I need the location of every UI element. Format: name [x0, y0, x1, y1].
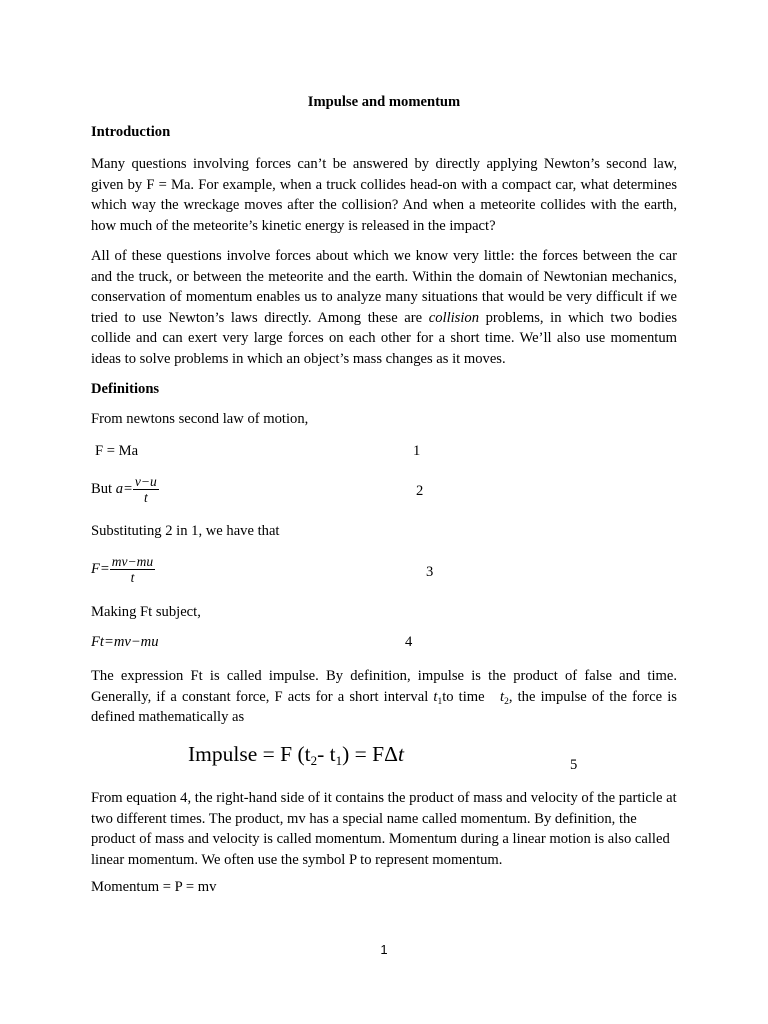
substituting-line: Substituting 2 in 1, we have that	[91, 523, 280, 539]
equation-1-number: 1	[413, 443, 421, 459]
page-number: 1	[380, 942, 388, 957]
equation-2	[91, 474, 159, 505]
t2-subscript: 2	[504, 696, 509, 707]
equation-3-fraction	[110, 554, 155, 585]
document-title: Impulse and momentum	[307, 94, 461, 110]
equation-2-numerator: v−u	[134, 474, 157, 489]
impulse-equation-part-c: ) = F	[342, 742, 385, 766]
equation-4: Ft=mv−mu	[91, 634, 159, 650]
newton-second-law-line: From newtons second law of motion,	[91, 411, 309, 427]
impulse-paragraph-part-b: to time	[442, 688, 490, 705]
delta-symbol: Δ	[384, 742, 398, 766]
impulse-equation-part-b: - t	[317, 742, 336, 766]
impulse-paragraph-part-c: , the impulse of the force is defined mathematically as	[91, 688, 677, 726]
intro-paragraph-2-part-b: problems, in which two bodies collide and can exert very large forces on each other for a short time. We’ll also use momentum ideas to solve problems in which an object’s mass changes as it moves.	[91, 309, 678, 367]
equation-4-number: 4	[405, 634, 413, 650]
equation-3-numerator: mv−mu	[111, 554, 154, 569]
equation-2-number: 2	[416, 483, 424, 499]
equation-2-lhs: a=	[115, 480, 133, 497]
equation-3-number: 3	[426, 564, 434, 580]
introduction-heading: Introduction	[91, 124, 171, 140]
impulse-equation	[188, 742, 404, 767]
t2-variable: t	[500, 688, 505, 705]
collision-emphasis: collision	[428, 309, 480, 326]
intro-paragraph-2	[91, 246, 677, 370]
equation-1: F = Ma	[95, 443, 139, 459]
impulse-paragraph-part-a: The expression Ft is called impulse. By definition, impulse is the product of false and time. Generally, if a constant force, F acts for a short interval	[91, 668, 677, 705]
impulse-equation-sub-1: 1	[335, 753, 343, 768]
t1-variable: t	[433, 688, 438, 705]
equation-3-lhs: F=	[91, 560, 110, 577]
momentum-paragraph: From equation 4, the right-hand side of it contains the product of mass and velocity of the particle at two different times. The product, mv has a special name called momentum. By definition, the product of mass and velocity is called momentum. Momentum during a linear motion is also called linear momentum. We often use the symbol P to represent momentum.	[91, 790, 677, 868]
impulse-paragraph	[91, 666, 677, 728]
equation-3	[91, 554, 155, 585]
impulse-equation-sub-2: 2	[310, 753, 318, 768]
equation-2-denominator: t	[143, 490, 148, 505]
impulse-equation-part-a: Impulse = F (t	[188, 742, 311, 766]
momentum-equation: Momentum = P = mv	[91, 879, 217, 895]
intro-paragraph-2-part-a: All of these questions involve forces about which we know very little: the forces between the car and the truck, or between the meteorite and the earth. Within the domain of Newtonian mechanics, conservation of momentum enables us to analyze many situations that would be very difficult if we tried to use Newton’s laws directly. Among these are	[91, 248, 677, 326]
equation-2-fraction	[133, 474, 159, 505]
intro-paragraph-1: Many questions involving forces can’t be answered by directly applying Newton’s second law, given by F = Ma. For example, when a truck collides head-on with a compact car, what determines which way the wreckage moves after the collision? And when a meteorite collides with the earth, how much of the meteorite’s kinetic energy is released in the impact?	[91, 156, 677, 234]
definitions-heading: Definitions	[91, 381, 160, 397]
t1-subscript: 1	[437, 696, 443, 707]
equation-5-number: 5	[570, 757, 578, 773]
impulse-equation-t: t	[397, 742, 404, 766]
equation-2-prefix: But	[91, 480, 116, 497]
making-subject-line: Making Ft subject,	[91, 604, 201, 620]
equation-3-denominator: t	[130, 570, 135, 585]
